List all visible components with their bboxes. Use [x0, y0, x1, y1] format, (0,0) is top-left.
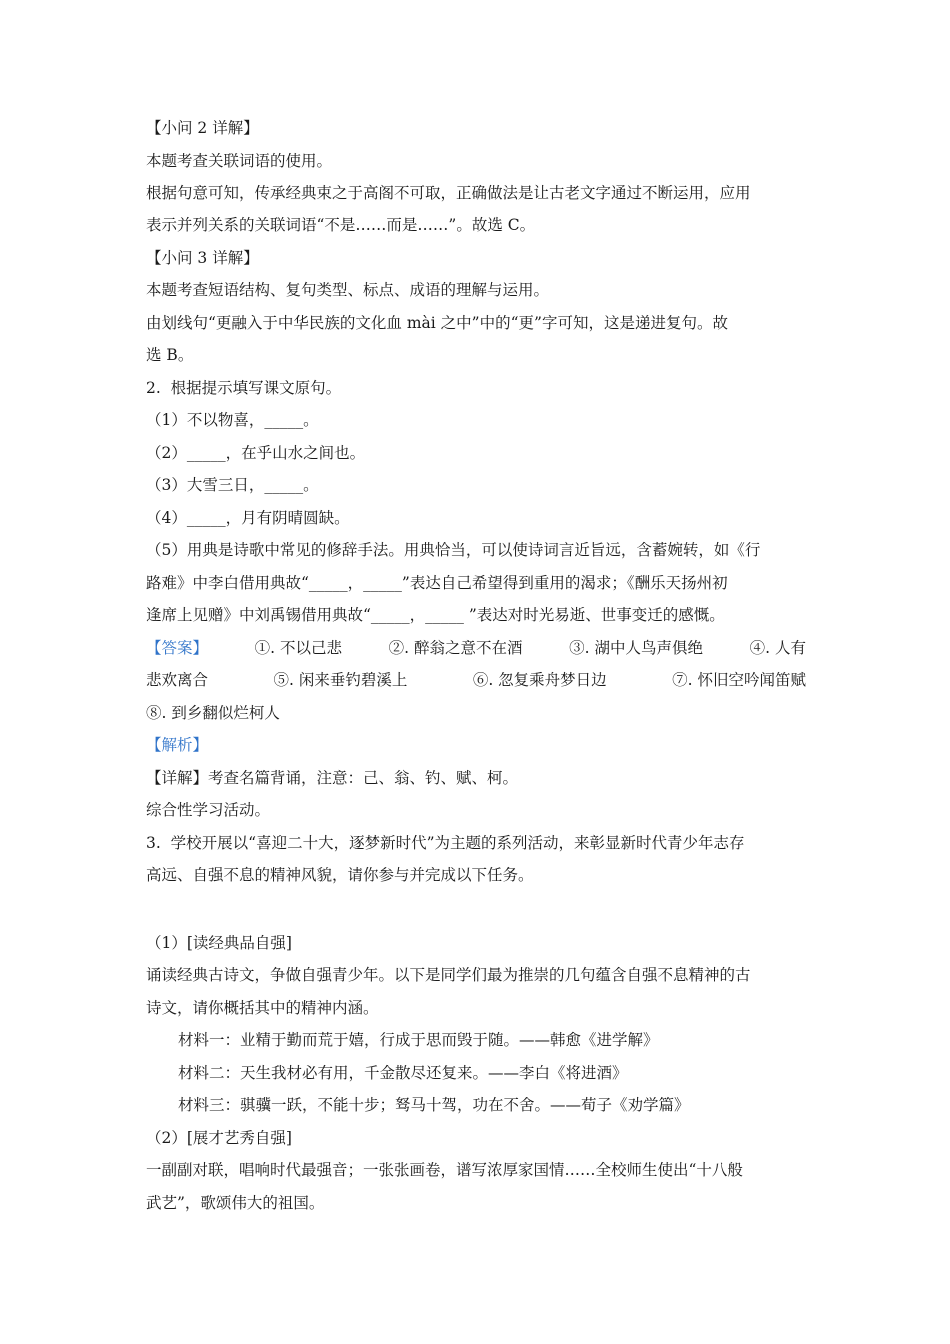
sub-question-2-line: 一副副对联，唱响时代最强音；一张张画卷，谱写浓厚家国情……全校师生使出“十八般 — [146, 1161, 743, 1179]
question-2-item: （2）_____，在乎山水之间也。 — [146, 444, 366, 462]
material-item: 材料一：业精于勤而荒于嬉，行成于思而毁于随。——韩愈《进学解》 — [178, 1031, 659, 1049]
answer-item: ⑥. 忽复乘舟梦日边 — [472, 671, 607, 689]
answer-label: 【答案】 — [146, 639, 209, 657]
question-2-item-5: （5）用典是诗歌中常见的修辞手法。用典恰当，可以使诗词言近旨远，含蓄婉转，如《行 — [146, 541, 761, 559]
question-2-item: （1）不以物喜，_____。 — [146, 411, 319, 429]
answer-line — [146, 638, 806, 658]
answer-item: ②. 醉翁之意不在酒 — [388, 639, 523, 657]
question-2-item: （3）大雪三日，_____。 — [146, 476, 319, 494]
material-item: 材料三：骐骥一跃，不能十步；驽马十驾，功在不舍。——荀子《劝学篇》 — [178, 1096, 690, 1114]
q2-detail-line: 表示并列关系的关联词语“不是……而是……”。故选 C。 — [146, 216, 536, 234]
sub-question-2-title: （2）[展才艺秀自强] — [146, 1129, 292, 1147]
question-2-item-5: 路难》中李白借用典故“_____，_____”表达自己希望得到重用的渴求；《酬乐天扬州初 — [146, 574, 728, 592]
detail-line: 【详解】考查名篇背诵，注意：己、翁、钓、赋、柯。 — [146, 769, 519, 787]
answer-item: ⑤. 闲来垂钓碧溪上 — [273, 671, 408, 689]
q3-detail-line: 本题考查短语结构、复句类型、标点、成语的理解与运用。 — [146, 281, 550, 299]
question-2-item: （4）_____，月有阴晴圆缺。 — [146, 509, 350, 527]
question-2-stem: 2. 根据提示填写课文原句。 — [146, 379, 342, 397]
answer-item: ⑧. 到乡翻似烂柯人 — [146, 704, 280, 722]
q2-detail-line: 本题考查关联词语的使用。 — [146, 152, 333, 170]
material-item: 材料二：天生我材必有用，千金散尽还复来。——李白《将进酒》 — [178, 1064, 628, 1082]
q2-detail-line: 根据句意可知，传承经典束之于高阁不可取，正确做法是让古老文字通过不断运用，应用 — [146, 184, 751, 202]
q2-detail-header: 【小问 2 详解】 — [146, 119, 259, 137]
q3-detail-header: 【小问 3 详解】 — [146, 249, 259, 267]
question-3-stem: 高远、自强不息的精神风貌，请你参与并完成以下任务。 — [146, 866, 534, 884]
question-2-item-5: 逢席上见赠》中刘禹锡借用典故“_____，_____ ”表达对时光易逝、世事变迁的感慨。 — [146, 606, 725, 624]
q3-detail-line: 选 B。 — [146, 346, 194, 364]
sub-question-2-line: 武艺”，歌颂伟大的祖国。 — [146, 1194, 325, 1212]
sub-question-1-line: 诵读经典古诗文，争做自强青少年。以下是同学们最为推崇的几句蕴含自强不息精神的古 — [146, 966, 751, 984]
analysis-label: 【解析】 — [146, 736, 209, 754]
answer-item: 悲欢离合 — [146, 671, 209, 689]
answer-item: ③. 湖中人鸟声俱绝 — [569, 639, 703, 657]
question-3-stem: 3. 学校开展以“喜迎二十大，逐梦新时代”为主题的系列活动，来彰显新时代青少年志存 — [146, 834, 745, 852]
sub-question-1-line: 诗文，请你概括其中的精神内涵。 — [146, 999, 379, 1017]
section-title: 综合性学习活动。 — [146, 801, 271, 819]
answer-item: ⑦. 怀旧空吟闻笛赋 — [672, 671, 806, 689]
answer-item: ①. 不以己悲 — [254, 639, 342, 657]
answer-item: ④. 人有 — [749, 639, 806, 657]
q3-detail-line: 由划线句“更融入于中华民族的文化血 mài 之中”中的“更”字可知，这是递进复句。故 — [146, 314, 728, 332]
answer-line — [146, 670, 806, 690]
sub-question-1-title: （1）[读经典品自强] — [146, 934, 292, 952]
